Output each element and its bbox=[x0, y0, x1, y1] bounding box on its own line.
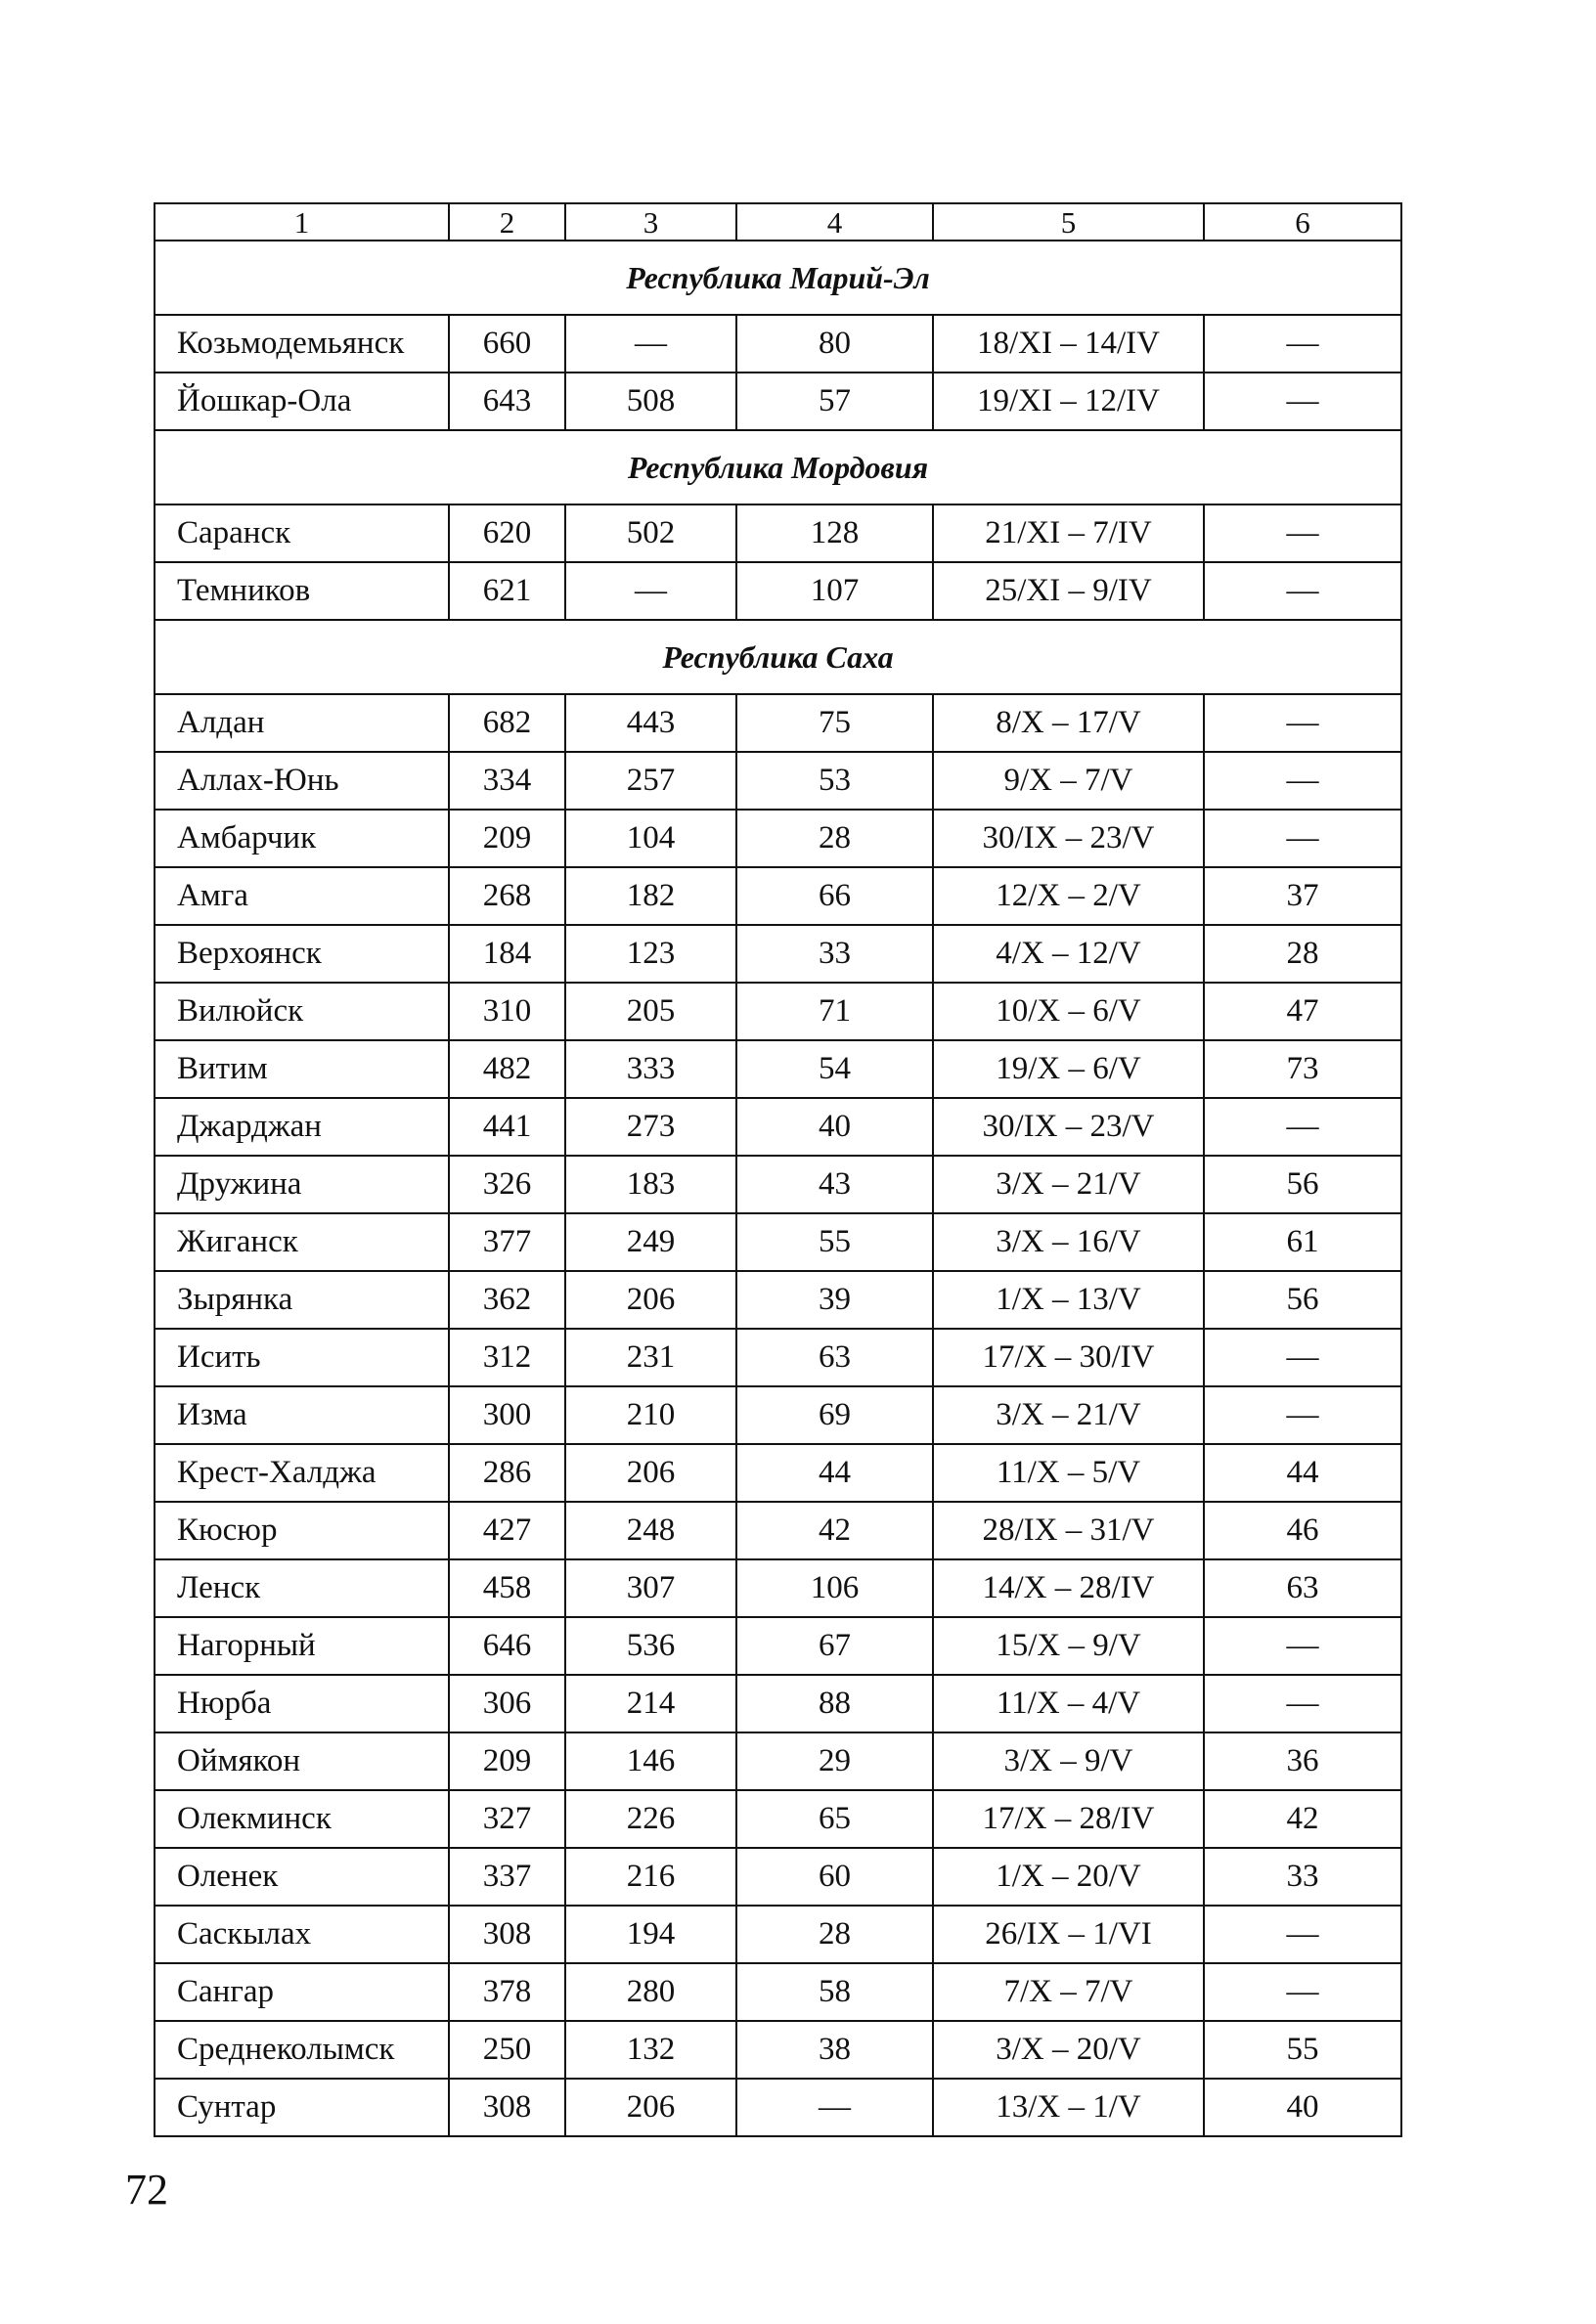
period-col5: 13/X – 1/V bbox=[933, 2079, 1204, 2136]
table-row bbox=[155, 925, 1401, 983]
table-body bbox=[155, 203, 1401, 2136]
city-name: Дружина bbox=[155, 1156, 449, 1213]
value-col3: 123 bbox=[565, 925, 736, 983]
value-col2: 621 bbox=[449, 562, 565, 620]
table-row bbox=[155, 1098, 1401, 1156]
period-col5: 28/IX – 31/V bbox=[933, 1502, 1204, 1559]
value-col3: 132 bbox=[565, 2021, 736, 2079]
value-col2: 310 bbox=[449, 983, 565, 1040]
value-col3: 216 bbox=[565, 1848, 736, 1906]
value-col4: 58 bbox=[736, 1963, 933, 2021]
value-col4: 75 bbox=[736, 694, 933, 752]
value-col3: 206 bbox=[565, 1271, 736, 1329]
value-col4: 33 bbox=[736, 925, 933, 983]
city-name: Амбарчик bbox=[155, 810, 449, 867]
value-col2: 268 bbox=[449, 867, 565, 925]
value-col2: 482 bbox=[449, 1040, 565, 1098]
column-number: 4 bbox=[736, 203, 933, 241]
value-col4: 63 bbox=[736, 1329, 933, 1386]
city-name: Изма bbox=[155, 1386, 449, 1444]
region-header-row bbox=[155, 430, 1401, 504]
period-col5: 26/IX – 1/VI bbox=[933, 1906, 1204, 1963]
value-col4: 28 bbox=[736, 1906, 933, 1963]
period-col5: 30/IX – 23/V bbox=[933, 810, 1204, 867]
value-col2: 458 bbox=[449, 1559, 565, 1617]
value-col6: 46 bbox=[1204, 1502, 1401, 1559]
city-name: Нюрба bbox=[155, 1675, 449, 1732]
period-col5: 25/XI – 9/IV bbox=[933, 562, 1204, 620]
table-row bbox=[155, 562, 1401, 620]
city-name: Сунтар bbox=[155, 2079, 449, 2136]
value-col6: — bbox=[1204, 504, 1401, 562]
value-col2: 334 bbox=[449, 752, 565, 810]
value-col2: 184 bbox=[449, 925, 565, 983]
city-name: Йошкар-Ола bbox=[155, 373, 449, 430]
value-col6: — bbox=[1204, 1675, 1401, 1732]
value-col6: 61 bbox=[1204, 1213, 1401, 1271]
period-col5: 3/X – 21/V bbox=[933, 1156, 1204, 1213]
value-col3: 231 bbox=[565, 1329, 736, 1386]
value-col6: — bbox=[1204, 694, 1401, 752]
period-col5: 15/X – 9/V bbox=[933, 1617, 1204, 1675]
value-col2: 300 bbox=[449, 1386, 565, 1444]
value-col3: 257 bbox=[565, 752, 736, 810]
value-col4: 107 bbox=[736, 562, 933, 620]
city-name: Аллах-Юнь bbox=[155, 752, 449, 810]
value-col6: — bbox=[1204, 1906, 1401, 1963]
period-col5: 17/X – 28/IV bbox=[933, 1790, 1204, 1848]
value-col3: 248 bbox=[565, 1502, 736, 1559]
city-name: Ленск bbox=[155, 1559, 449, 1617]
region-title: Республика Мордовия bbox=[155, 430, 1401, 504]
value-col6: 28 bbox=[1204, 925, 1401, 983]
value-col6: 40 bbox=[1204, 2079, 1401, 2136]
city-name: Витим bbox=[155, 1040, 449, 1098]
value-col4: 39 bbox=[736, 1271, 933, 1329]
value-col3: 502 bbox=[565, 504, 736, 562]
value-col2: 427 bbox=[449, 1502, 565, 1559]
region-title: Республика Марий-Эл bbox=[155, 241, 1401, 315]
city-name: Крест-Халджа bbox=[155, 1444, 449, 1502]
value-col6: 56 bbox=[1204, 1271, 1401, 1329]
value-col2: 250 bbox=[449, 2021, 565, 2079]
table-row bbox=[155, 1848, 1401, 1906]
period-col5: 8/X – 17/V bbox=[933, 694, 1204, 752]
table-row bbox=[155, 1329, 1401, 1386]
value-col3: 205 bbox=[565, 983, 736, 1040]
climate-table bbox=[154, 202, 1402, 2137]
city-name: Оленек bbox=[155, 1848, 449, 1906]
city-name: Саскылах bbox=[155, 1906, 449, 1963]
city-name: Сангар bbox=[155, 1963, 449, 2021]
city-name: Амга bbox=[155, 867, 449, 925]
value-col4: 54 bbox=[736, 1040, 933, 1098]
value-col4: 69 bbox=[736, 1386, 933, 1444]
value-col4: 67 bbox=[736, 1617, 933, 1675]
value-col4: 43 bbox=[736, 1156, 933, 1213]
table-row bbox=[155, 1386, 1401, 1444]
value-col3: 273 bbox=[565, 1098, 736, 1156]
value-col3: 206 bbox=[565, 1444, 736, 1502]
value-col2: 312 bbox=[449, 1329, 565, 1386]
value-col2: 682 bbox=[449, 694, 565, 752]
value-col2: 209 bbox=[449, 1732, 565, 1790]
value-col4: 80 bbox=[736, 315, 933, 373]
period-col5: 10/X – 6/V bbox=[933, 983, 1204, 1040]
value-col6: — bbox=[1204, 1098, 1401, 1156]
period-col5: 11/X – 5/V bbox=[933, 1444, 1204, 1502]
period-col5: 7/X – 7/V bbox=[933, 1963, 1204, 2021]
value-col2: 362 bbox=[449, 1271, 565, 1329]
value-col3: 443 bbox=[565, 694, 736, 752]
value-col2: 660 bbox=[449, 315, 565, 373]
value-col6: — bbox=[1204, 1386, 1401, 1444]
period-col5: 3/X – 21/V bbox=[933, 1386, 1204, 1444]
period-col5: 19/XI – 12/IV bbox=[933, 373, 1204, 430]
city-name: Верхоянск bbox=[155, 925, 449, 983]
value-col4: 40 bbox=[736, 1098, 933, 1156]
value-col6: 73 bbox=[1204, 1040, 1401, 1098]
period-col5: 4/X – 12/V bbox=[933, 925, 1204, 983]
table-row bbox=[155, 1906, 1401, 1963]
table-row bbox=[155, 1790, 1401, 1848]
value-col3: 182 bbox=[565, 867, 736, 925]
period-col5: 9/X – 7/V bbox=[933, 752, 1204, 810]
value-col4: 28 bbox=[736, 810, 933, 867]
value-col2: 646 bbox=[449, 1617, 565, 1675]
value-col3: 206 bbox=[565, 2079, 736, 2136]
value-col4: 38 bbox=[736, 2021, 933, 2079]
region-title: Республика Саха bbox=[155, 620, 1401, 694]
value-col6: 47 bbox=[1204, 983, 1401, 1040]
value-col4: 42 bbox=[736, 1502, 933, 1559]
value-col4: 65 bbox=[736, 1790, 933, 1848]
table-row bbox=[155, 1675, 1401, 1732]
value-col6: 56 bbox=[1204, 1156, 1401, 1213]
table-row bbox=[155, 1617, 1401, 1675]
value-col2: 620 bbox=[449, 504, 565, 562]
value-col3: 307 bbox=[565, 1559, 736, 1617]
city-name: Козьмодемьянск bbox=[155, 315, 449, 373]
table-row bbox=[155, 1502, 1401, 1559]
period-col5: 19/X – 6/V bbox=[933, 1040, 1204, 1098]
city-name: Олекминск bbox=[155, 1790, 449, 1848]
city-name: Оймякон bbox=[155, 1732, 449, 1790]
value-col6: — bbox=[1204, 752, 1401, 810]
period-col5: 17/X – 30/IV bbox=[933, 1329, 1204, 1386]
value-col3: 508 bbox=[565, 373, 736, 430]
table-row bbox=[155, 1213, 1401, 1271]
table-row bbox=[155, 2021, 1401, 2079]
value-col2: 378 bbox=[449, 1963, 565, 2021]
value-col3: 280 bbox=[565, 1963, 736, 2021]
period-col5: 11/X – 4/V bbox=[933, 1675, 1204, 1732]
value-col4: 29 bbox=[736, 1732, 933, 1790]
city-name: Саранск bbox=[155, 504, 449, 562]
column-number: 2 bbox=[449, 203, 565, 241]
table-row bbox=[155, 504, 1401, 562]
table-row bbox=[155, 1732, 1401, 1790]
value-col2: 337 bbox=[449, 1848, 565, 1906]
value-col2: 308 bbox=[449, 1906, 565, 1963]
period-col5: 3/X – 20/V bbox=[933, 2021, 1204, 2079]
column-number: 1 bbox=[155, 203, 449, 241]
city-name: Вилюйск bbox=[155, 983, 449, 1040]
value-col3: — bbox=[565, 562, 736, 620]
value-col3: 183 bbox=[565, 1156, 736, 1213]
value-col6: 55 bbox=[1204, 2021, 1401, 2079]
value-col4: 55 bbox=[736, 1213, 933, 1271]
value-col2: 643 bbox=[449, 373, 565, 430]
city-name: Жиганск bbox=[155, 1213, 449, 1271]
value-col3: 210 bbox=[565, 1386, 736, 1444]
city-name: Джарджан bbox=[155, 1098, 449, 1156]
value-col3: 214 bbox=[565, 1675, 736, 1732]
value-col6: 37 bbox=[1204, 867, 1401, 925]
value-col3: — bbox=[565, 315, 736, 373]
value-col3: 104 bbox=[565, 810, 736, 867]
city-name: Кюсюр bbox=[155, 1502, 449, 1559]
value-col2: 441 bbox=[449, 1098, 565, 1156]
period-col5: 21/XI – 7/IV bbox=[933, 504, 1204, 562]
city-name: Зырянка bbox=[155, 1271, 449, 1329]
period-col5: 30/IX – 23/V bbox=[933, 1098, 1204, 1156]
value-col6: — bbox=[1204, 1963, 1401, 2021]
value-col6: 33 bbox=[1204, 1848, 1401, 1906]
value-col3: 536 bbox=[565, 1617, 736, 1675]
period-col5: 3/X – 16/V bbox=[933, 1213, 1204, 1271]
table-row bbox=[155, 373, 1401, 430]
period-col5: 12/X – 2/V bbox=[933, 867, 1204, 925]
value-col6: 36 bbox=[1204, 1732, 1401, 1790]
table-row bbox=[155, 867, 1401, 925]
value-col6: — bbox=[1204, 562, 1401, 620]
column-number: 3 bbox=[565, 203, 736, 241]
value-col6: — bbox=[1204, 1617, 1401, 1675]
value-col3: 249 bbox=[565, 1213, 736, 1271]
period-col5: 1/X – 20/V bbox=[933, 1848, 1204, 1906]
value-col3: 194 bbox=[565, 1906, 736, 1963]
city-name: Исить bbox=[155, 1329, 449, 1386]
value-col6: — bbox=[1204, 1329, 1401, 1386]
value-col3: 333 bbox=[565, 1040, 736, 1098]
table-row bbox=[155, 752, 1401, 810]
column-number-row bbox=[155, 203, 1401, 241]
page-number: 72 bbox=[125, 2166, 168, 2214]
value-col2: 377 bbox=[449, 1213, 565, 1271]
value-col4: 60 bbox=[736, 1848, 933, 1906]
value-col2: 286 bbox=[449, 1444, 565, 1502]
period-col5: 1/X – 13/V bbox=[933, 1271, 1204, 1329]
value-col2: 306 bbox=[449, 1675, 565, 1732]
value-col4: 53 bbox=[736, 752, 933, 810]
value-col6: 44 bbox=[1204, 1444, 1401, 1502]
value-col2: 326 bbox=[449, 1156, 565, 1213]
column-number: 6 bbox=[1204, 203, 1401, 241]
table-row bbox=[155, 2079, 1401, 2136]
value-col6: — bbox=[1204, 373, 1401, 430]
city-name: Нагорный bbox=[155, 1617, 449, 1675]
value-col4: 71 bbox=[736, 983, 933, 1040]
value-col4: 57 bbox=[736, 373, 933, 430]
value-col4: 66 bbox=[736, 867, 933, 925]
value-col6: 42 bbox=[1204, 1790, 1401, 1848]
value-col2: 209 bbox=[449, 810, 565, 867]
city-name: Среднеколымск bbox=[155, 2021, 449, 2079]
table-row bbox=[155, 694, 1401, 752]
value-col4: 106 bbox=[736, 1559, 933, 1617]
value-col3: 226 bbox=[565, 1790, 736, 1848]
column-number: 5 bbox=[933, 203, 1204, 241]
period-col5: 3/X – 9/V bbox=[933, 1732, 1204, 1790]
table-row bbox=[155, 315, 1401, 373]
region-header-row bbox=[155, 241, 1401, 315]
value-col6: — bbox=[1204, 810, 1401, 867]
period-col5: 14/X – 28/IV bbox=[933, 1559, 1204, 1617]
table-row bbox=[155, 810, 1401, 867]
value-col6: — bbox=[1204, 315, 1401, 373]
city-name: Алдан bbox=[155, 694, 449, 752]
table-row bbox=[155, 1444, 1401, 1502]
value-col4: 44 bbox=[736, 1444, 933, 1502]
table-row bbox=[155, 1559, 1401, 1617]
city-name: Темников bbox=[155, 562, 449, 620]
value-col4: 128 bbox=[736, 504, 933, 562]
value-col4: 88 bbox=[736, 1675, 933, 1732]
table-row bbox=[155, 1963, 1401, 2021]
value-col4: — bbox=[736, 2079, 933, 2136]
value-col3: 146 bbox=[565, 1732, 736, 1790]
table-row bbox=[155, 1156, 1401, 1213]
region-header-row bbox=[155, 620, 1401, 694]
table-row bbox=[155, 1271, 1401, 1329]
period-col5: 18/XI – 14/IV bbox=[933, 315, 1204, 373]
value-col6: 63 bbox=[1204, 1559, 1401, 1617]
value-col2: 308 bbox=[449, 2079, 565, 2136]
table-row bbox=[155, 1040, 1401, 1098]
value-col2: 327 bbox=[449, 1790, 565, 1848]
table-row bbox=[155, 983, 1401, 1040]
